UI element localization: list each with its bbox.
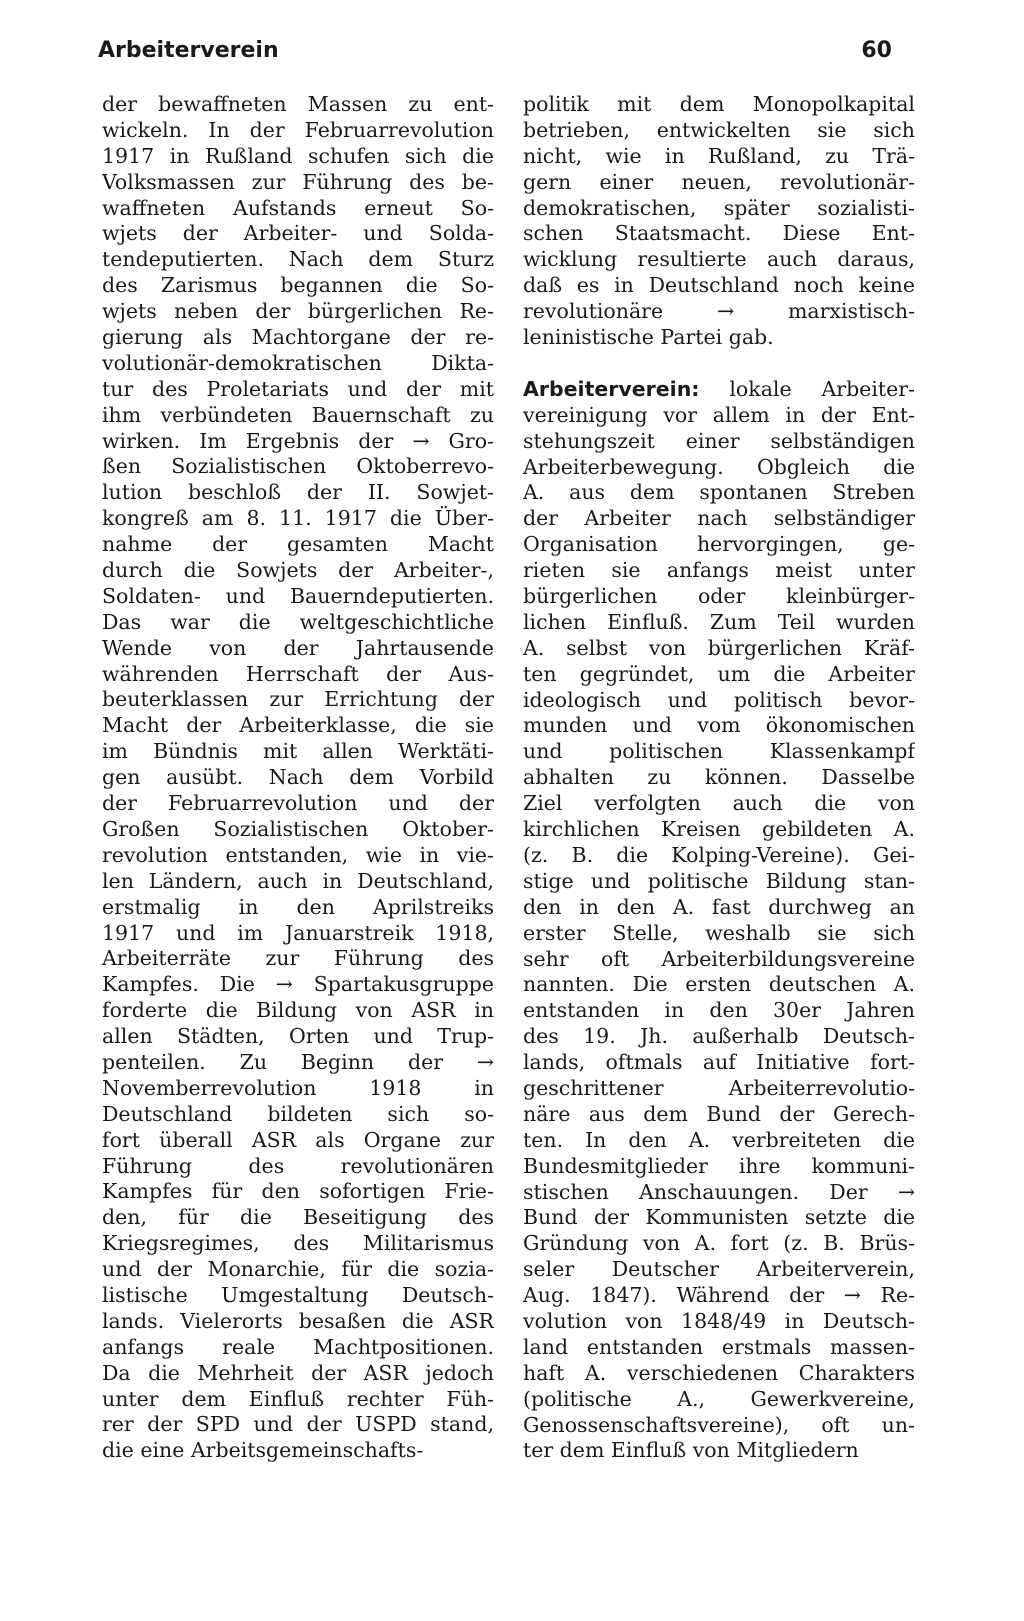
text-line: erstmalig in den Aprilstreiks: [102, 894, 494, 919]
text-line: len Ländern, auch in Deutschland,: [102, 868, 494, 893]
text-line: des 19. Jh. außerhalb Deutsch-: [523, 1024, 915, 1049]
text-line: den in den A. fast durchweg an: [523, 894, 915, 919]
text-line: Bund der Kommunisten setzte die: [523, 1205, 915, 1230]
text-line: der Februarrevolution und der: [102, 791, 494, 816]
text-line: und politischen Klassenkampf: [523, 739, 915, 764]
text-line: (z. B. die Kolping-Vereine). Gei-: [523, 842, 915, 867]
text-line: wjets der Arbeiter- und Solda-: [102, 221, 494, 246]
text-line: nicht, wie in Rußland, zu Trä-: [523, 143, 915, 168]
text-line: land entstanden erstmals massen-: [523, 1334, 915, 1359]
text-line: demokratischen, später sozialisti-: [523, 195, 915, 220]
text-line: wjets neben der bürgerlichen Re-: [102, 299, 494, 324]
text-line: gierung als Machtorgane der re-: [102, 325, 494, 350]
entry-headword: Arbeiterverein:: [523, 376, 700, 401]
text-line: 1917 in Rußland schufen sich die: [102, 143, 494, 168]
text-line: ßen Sozialistischen Oktoberrevo-: [102, 454, 494, 479]
text-line: Kampfes für den sofortigen Frie-: [102, 1179, 494, 1204]
text-line: ihm verbündeten Bauernschaft zu: [102, 402, 494, 427]
entry-first-line-text: lokale Arbeiter-: [729, 376, 915, 401]
text-line: Arbeiterräte zur Führung des: [102, 946, 494, 971]
text-line: lution beschloß der II. Sowjet-: [102, 480, 494, 505]
text-line: Wende von der Jahrtausende: [102, 635, 494, 660]
continued-text: [523, 92, 915, 351]
left-column: [102, 92, 494, 1464]
page-number: 60: [861, 38, 892, 63]
text-line: daß es in Deutschland noch keine: [523, 273, 915, 298]
text-line: des Zarismus begannen die So-: [102, 273, 494, 298]
text-line: ter dem Einfluß von Mitgliedern: [523, 1438, 859, 1463]
text-line: stige und politische Bildung stan-: [523, 868, 915, 893]
right-column: [523, 92, 915, 1464]
text-line: rer der SPD und der USPD stand,: [102, 1412, 494, 1437]
text-line: beuterklassen zur Errichtung der: [102, 687, 494, 712]
text-line: Da die Mehrheit der ASR jedoch: [102, 1360, 494, 1385]
text-line: lands, oftmals auf Initiative fort-: [523, 1050, 915, 1075]
text-line: geschrittener Arbeiterrevolutio-: [523, 1075, 915, 1100]
page-header: [98, 38, 898, 74]
text-line: 1917 und im Januarstreik 1918,: [102, 920, 494, 945]
text-line: kongreß am 8. 11. 1917 die Über-: [102, 506, 494, 531]
text-line: abhalten zu können. Dasselbe: [523, 765, 915, 790]
text-line: näre aus dem Bund der Gerech-: [523, 1101, 915, 1126]
text-line: penteilen. Zu Beginn der →: [102, 1049, 494, 1074]
text-line: fort überall ASR als Organe zur: [102, 1127, 494, 1152]
text-line: forderte die Bildung von ASR in: [102, 998, 494, 1023]
text-line: und der Monarchie, für die sozia-: [102, 1257, 494, 1282]
text-line: volutionär-demokratischen Dikta-: [102, 350, 494, 375]
text-line: waffneten Aufstands erneut So-: [102, 195, 494, 220]
text-line: A. aus dem spontanen Streben: [523, 480, 915, 505]
text-line: Soldaten- und Bauerndeputierten.: [102, 583, 494, 608]
text-line: wicklung resultierte auch daraus,: [523, 247, 915, 272]
text-line: Kriegsregimes, des Militarismus: [102, 1231, 494, 1256]
text-line: Macht der Arbeiterklasse, die sie: [102, 713, 494, 738]
text-line: Deutschland bildeten sich so-: [102, 1101, 494, 1126]
text-line: Gründung von A. fort (z. B. Brüs-: [523, 1231, 915, 1256]
text-line: ten gegründet, um die Arbeiter: [523, 661, 915, 686]
text-line: schen Staatsmacht. Diese Ent-: [523, 221, 915, 246]
text-line: Arbeiterbewegung. Obgleich die: [523, 454, 915, 479]
text-line: nahme der gesamten Macht: [102, 532, 494, 557]
entry-first-line: [523, 377, 915, 403]
text-line: revolution entstanden, wie in vie-: [102, 842, 494, 867]
text-line: (politische A., Gewerkvereine,: [523, 1386, 915, 1411]
text-line: sehr oft Arbeiterbildungsvereine: [523, 946, 915, 971]
text-line: entstanden in den 30er Jahren: [523, 998, 915, 1023]
dictionary-entry: [523, 377, 915, 1464]
text-line: Ziel verfolgten auch die von: [523, 791, 915, 816]
text-line: seler Deutscher Arbeiterverein,: [523, 1257, 915, 1282]
text-line: nannten. Die ersten deutschen A.: [523, 972, 915, 997]
text-line: bürgerlichen oder kleinbürger-: [523, 584, 915, 609]
text-line: vereinigung vor allem in der Ent-: [523, 402, 915, 427]
text-line: rieten sie anfangs meist unter: [523, 558, 915, 583]
text-line: munden und vom ökonomischen: [523, 713, 915, 738]
text-line: durch die Sowjets der Arbeiter-,: [102, 558, 494, 583]
text-line: betrieben, entwickelten sie sich: [523, 117, 915, 142]
text-line: den, für die Beseitigung des: [102, 1205, 494, 1230]
text-line: Novemberrevolution 1918 in: [102, 1075, 494, 1100]
text-line: stischen Anschauungen. Der →: [523, 1179, 915, 1204]
text-line: allen Städten, Orten und Trup-: [102, 1024, 494, 1049]
text-line: kirchlichen Kreisen gebildeten A.: [523, 817, 915, 842]
text-line: Genossenschaftsvereine), oft un-: [523, 1412, 915, 1437]
text-line: gern einer neuen, revolutionär-: [523, 169, 915, 194]
text-line: A. selbst von bürgerlichen Kräf-: [523, 635, 915, 660]
text-line: währenden Herrschaft der Aus-: [102, 661, 494, 686]
text-line: revolutionäre → marxistisch-: [523, 299, 915, 324]
text-line: tendeputierten. Nach dem Sturz: [102, 247, 494, 272]
text-line: stehungszeit einer selbständigen: [523, 428, 915, 453]
text-line: anfangs reale Machtpositionen.: [102, 1334, 494, 1359]
text-line: volution von 1848/49 in Deutsch-: [523, 1308, 915, 1333]
text-line: Aug. 1847). Während der → Re-: [523, 1283, 915, 1308]
text-line: lands. Vielerorts besaßen die ASR: [102, 1308, 494, 1333]
text-line: wirken. Im Ergebnis der → Gro-: [102, 428, 494, 453]
text-line: politik mit dem Monopolkapital: [523, 92, 915, 116]
text-line: gen ausübt. Nach dem Vorbild: [102, 765, 494, 790]
text-line: die eine Arbeitsgemeinschafts-: [102, 1438, 424, 1463]
text-line: ten. In den A. verbreiteten die: [523, 1127, 915, 1152]
text-line: Das war die weltgeschichtliche: [102, 609, 494, 634]
text-line: haft A. verschiedenen Charakters: [523, 1360, 915, 1385]
running-head: Arbeiterverein: [98, 38, 279, 63]
text-line: lichen Einfluß. Zum Teil wurden: [523, 609, 915, 634]
text-line: Bundesmitglieder ihre kommuni-: [523, 1153, 915, 1178]
text-line: tur des Proletariats und der mit: [102, 376, 494, 401]
text-line: Volksmassen zur Führung des be-: [102, 169, 494, 194]
text-line: Großen Sozialistischen Oktober-: [102, 816, 494, 841]
text-line: Führung des revolutionären: [102, 1153, 494, 1178]
text-line: Organisation hervorgingen, ge-: [523, 532, 915, 557]
text-line: im Bündnis mit allen Werktäti-: [102, 739, 494, 764]
text-line: wickeln. In der Februarrevolution: [102, 117, 494, 142]
text-line: der bewaffneten Massen zu ent-: [102, 92, 494, 116]
text-line: Kampfes. Die → Spartakusgruppe: [102, 972, 494, 997]
text-line: erster Stelle, weshalb sie sich: [523, 920, 915, 945]
text-line: listische Umgestaltung Deutsch-: [102, 1282, 494, 1307]
text-line: leninistische Partei gab.: [523, 325, 774, 350]
text-line: unter dem Einfluß rechter Füh-: [102, 1386, 494, 1411]
text-line: der Arbeiter nach selbständiger: [523, 506, 915, 531]
text-line: ideologisch und politisch bevor-: [523, 687, 915, 712]
